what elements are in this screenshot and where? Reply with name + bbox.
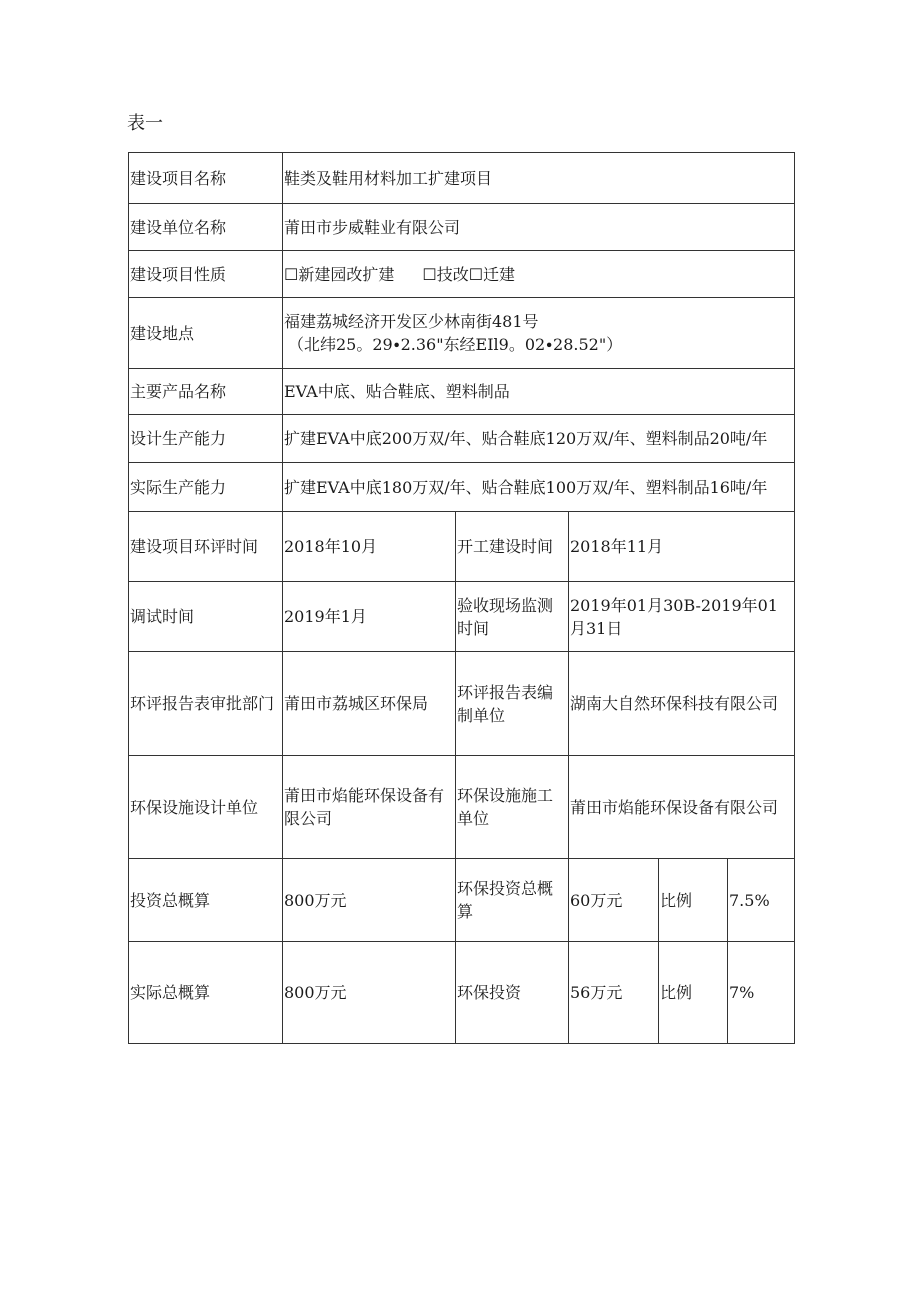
products-value: EVA中底、贴合鞋底、塑料制品 [283, 369, 795, 415]
actual-ratio-label: 比例 [659, 942, 728, 1044]
actual-budget-label: 实际总概算 [129, 942, 283, 1044]
env-budget-value: 60万元 [569, 859, 659, 942]
facility-design-value: 莆田市焰能环保设备有限公司 [283, 756, 456, 859]
facility-design-label: 环保设施设计单位 [129, 756, 283, 859]
nature-option-tech-relocate: ☐技改☐迁建 [422, 264, 516, 284]
actual-ratio-value: 7% [728, 942, 795, 1044]
design-capacity-value: 扩建EVA中底200万双/年、贴合鞋底120万双/年、塑料制品20吨/年 [283, 415, 795, 463]
nature-option-new-expand: ☐新建园改扩建 [284, 264, 395, 284]
table-row [129, 298, 795, 369]
actual-capacity-value: 扩建EVA中底180万双/年、贴合鞋底100万双/年、塑料制品16吨/年 [283, 463, 795, 512]
monitor-time-label: 验收现场监测时间 [456, 582, 569, 652]
budget-value: 800万元 [283, 859, 456, 942]
facility-build-value: 莆田市焰能环保设备有限公司 [569, 756, 795, 859]
table-row [129, 756, 795, 859]
location-address: 福建荔城经济开发区少林南街481号 [284, 312, 539, 331]
table-title: 表一 [127, 113, 163, 134]
table-row [129, 369, 795, 415]
budget-label: 投资总概算 [129, 859, 283, 942]
location-label: 建设地点 [129, 298, 283, 369]
table-row [129, 652, 795, 756]
table-row [129, 153, 795, 204]
report-unit-label: 环评报告表编制单位 [456, 652, 569, 756]
eia-time-label: 建设项目环评时间 [129, 512, 283, 582]
products-label: 主要产品名称 [129, 369, 283, 415]
start-time-value: 2018年11月 [569, 512, 795, 582]
table-row [129, 512, 795, 582]
budget-ratio-value: 7.5% [728, 859, 795, 942]
location-coordinates: （北纬25。29∙2.36"东经EIl9。02∙28.52"） [288, 335, 623, 354]
report-unit-value: 湖南大自然环保科技有限公司 [569, 652, 795, 756]
location-value [283, 298, 795, 369]
debug-time-label: 调试时间 [129, 582, 283, 652]
design-capacity-label: 设计生产能力 [129, 415, 283, 463]
table-row [129, 463, 795, 512]
actual-env-label: 环保投资 [456, 942, 569, 1044]
table-row [129, 942, 795, 1044]
project-nature-value [283, 251, 795, 298]
table-row [129, 415, 795, 463]
approval-dept-value: 莆田市荔城区环保局 [283, 652, 456, 756]
project-info-table [128, 152, 795, 1044]
unit-name-value: 莆田市步威鞋业有限公司 [283, 204, 795, 251]
eia-time-value: 2018年10月 [283, 512, 456, 582]
project-nature-label: 建设项目性质 [129, 251, 283, 298]
env-budget-label: 环保投资总概算 [456, 859, 569, 942]
actual-capacity-label: 实际生产能力 [129, 463, 283, 512]
table-row [129, 582, 795, 652]
project-name-value: 鞋类及鞋用材料加工扩建项目 [283, 153, 795, 204]
approval-dept-label: 环评报告表审批部门 [129, 652, 283, 756]
monitor-time-value: 2019年01月30B-2019年01月31日 [569, 582, 795, 652]
facility-build-label: 环保设施施工单位 [456, 756, 569, 859]
debug-time-value: 2019年1月 [283, 582, 456, 652]
actual-budget-value: 800万元 [283, 942, 456, 1044]
table-row [129, 204, 795, 251]
unit-name-label: 建设单位名称 [129, 204, 283, 251]
project-name-label: 建设项目名称 [129, 153, 283, 204]
table-row [129, 251, 795, 298]
start-time-label: 开工建设时间 [456, 512, 569, 582]
table-row [129, 859, 795, 942]
budget-ratio-label: 比例 [659, 859, 728, 942]
actual-env-value: 56万元 [569, 942, 659, 1044]
